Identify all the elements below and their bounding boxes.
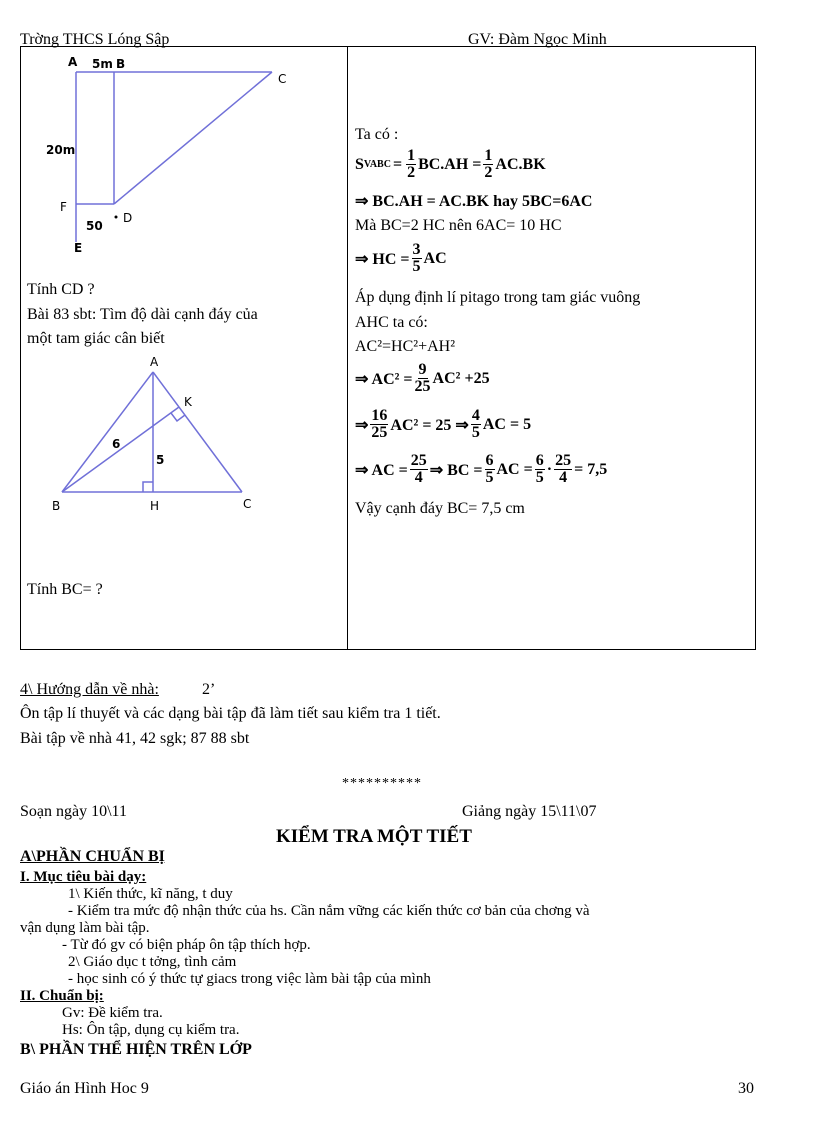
school-name: Trờng THCS Lóng Sập <box>20 31 170 48</box>
objective-3: - Từ đó gv có biện pháp ôn tập thích hợp. <box>62 937 311 953</box>
area-end: AC.BK <box>495 155 546 173</box>
equation-5 <box>355 362 490 395</box>
label-fd: 50 <box>86 219 103 233</box>
area-mid: BC.AH = <box>418 155 482 173</box>
label-b: B <box>116 57 126 71</box>
objective-2b: vận dụng làm bài tập. <box>20 920 150 936</box>
label-ab: 5m <box>92 57 113 71</box>
eq7-mid2: AC = <box>496 460 533 478</box>
teacher-prep: Gv: Đề kiểm tra. <box>62 1005 163 1021</box>
right-angle-h <box>143 482 153 492</box>
page-number: 30 <box>738 1080 754 1097</box>
equation-7: ⇒ AC = $\frac{25}{4}$ ⇒ BC = $\frac{6}{5}$ AC = $\frac{6}{5}$ · $\frac{25}{4}$ = 7,5 <box>355 452 608 486</box>
hc-lhs: ⇒ HC = <box>355 250 410 268</box>
label-c: C <box>278 72 287 86</box>
exercise-83-line1: Bài 83 sbt: Tìm độ dài cạnh đáy của <box>27 306 258 323</box>
pythagoras-line1: Áp dụng định lí pitago trong tam giác vuông <box>355 289 641 306</box>
label-h: H <box>150 499 160 513</box>
label-f: F <box>60 200 67 214</box>
line-dc <box>114 72 272 204</box>
lesson-title: KIỂM TRA MỘT TIẾT <box>276 826 472 847</box>
objective-2a: - Kiểm tra mức độ nhận thức của hs. Cần nắm vững các kiến thức cơ bản của chơng và <box>68 903 590 919</box>
label-a: A <box>68 55 78 69</box>
eq7-lhs: ⇒ AC = <box>355 461 408 479</box>
objective-4: 2\ Giáo dục t tởng, tình cảm <box>68 954 237 970</box>
teacher-name: GV: Đàm Ngọc Minh <box>468 31 607 48</box>
fraction-4-5: $\frac{4}{5}$ <box>471 407 480 441</box>
eq6-mid: AC² = 25 ⇒ <box>390 416 469 434</box>
fraction-9-25: $\frac{9}{25}$ <box>414 361 431 395</box>
label-af: 20m <box>46 143 76 157</box>
label-ah: 5 <box>156 453 165 467</box>
equation-line3: Mà BC=2 HC nên 6AC= 10 HC <box>355 217 562 234</box>
student-prep: Hs: Ôn tập, dụng cụ kiểm tra. <box>62 1022 240 1038</box>
question-bc: Tính BC= ? <box>27 581 103 598</box>
objective-5: - học sinh có ý thức tự giacs trong việc làm bài tập của mình <box>68 971 431 987</box>
fraction-6-5-a: $\frac{6}{5}$ <box>485 452 494 486</box>
eq6-end: AC = 5 <box>482 415 532 433</box>
homework-title: 4\ Hướng dẫn về nhà: <box>20 681 159 698</box>
area-subscript: VABC <box>363 159 391 170</box>
homework-line1: Ôn tập lí thuyết và các dạng bài tập đã làm tiết sau kiểm tra 1 tiết. <box>20 705 441 722</box>
hc-end: AC <box>423 249 447 267</box>
homework-line2: Bài tập về nhà 41, 42 sgk; 87 88 sbt <box>20 730 250 747</box>
conclusion: Vậy cạnh đáy BC= 7,5 cm <box>355 500 525 517</box>
exercise-83-line2: một tam giác cân biết <box>27 330 165 347</box>
side-ac <box>153 372 242 492</box>
label-c2: C <box>243 497 252 511</box>
eq5-lhs: ⇒ AC² = <box>355 370 413 388</box>
preparation-heading: II. Chuẩn bị: <box>20 988 104 1004</box>
altitude-bk <box>62 407 179 492</box>
homework-time: 2’ <box>202 681 216 698</box>
solution-intro: Ta có : <box>355 126 399 143</box>
eq5-end: AC² +25 <box>432 369 490 387</box>
fraction-25-4-b: $\frac{25}{4}$ <box>555 452 572 486</box>
fraction-6-5-b: $\frac{6}{5}$ <box>535 452 544 486</box>
equation-line2: ⇒ BC.AH = AC.BK hay 5BC=6AC <box>355 193 593 210</box>
side-ab <box>62 372 153 492</box>
label-b2: B <box>52 499 61 513</box>
label-d: D <box>123 211 133 225</box>
hc-equation <box>355 242 447 275</box>
footer-book: Giáo án Hình Hoc 9 <box>20 1080 149 1097</box>
part-b-heading: B\ PHẦN THỂ HIỆN TRÊN LỚP <box>20 1041 252 1058</box>
right-angle-k <box>171 413 185 421</box>
label-k: K <box>184 395 192 409</box>
eq7-end: = 7,5 <box>574 460 608 478</box>
dot-d <box>115 216 118 219</box>
prep-date: Soạn ngày 10\11 <box>20 803 127 820</box>
fraction-half-2: $\frac{1}{2}$ <box>484 147 493 181</box>
fraction-half-1: $\frac{1}{2}$ <box>407 147 416 181</box>
figure-isosceles-triangle <box>40 352 280 522</box>
question-cd: Tính CD ? <box>27 281 95 298</box>
area-symbol: S <box>355 155 364 173</box>
separator-stars: ********** <box>342 776 422 791</box>
figure-rectangle-ladder <box>40 52 300 262</box>
pythagoras-line2: AHC ta có: <box>355 314 428 331</box>
area-equation: S VABC = $\frac{1}{2}$ BC.AH = $\frac{1}{2}$ AC.BK <box>355 147 546 181</box>
label-bk: 6 <box>112 437 121 451</box>
objective-1: 1\ Kiến thức, kĩ năng, t duy <box>68 886 233 902</box>
pythagoras-line3: AC²=HC²+AH² <box>355 338 455 355</box>
label-e: E <box>74 241 83 255</box>
eq7-mid1: ⇒ BC = <box>429 461 483 479</box>
objectives-heading: I. Mục tiêu bài dạy: <box>20 869 147 885</box>
label-a2: A <box>150 355 159 369</box>
part-a-heading: A\PHẦN CHUẨN BỊ <box>20 848 165 865</box>
teach-date: Giảng ngày 15\11\07 <box>462 803 597 820</box>
fraction-three-fifths: $\frac{3}{5}$ <box>412 241 421 275</box>
equation-6: ⇒ $\frac{16}{25}$ AC² = 25 ⇒ $\frac{4}{5}$ AC = 5 <box>355 407 532 441</box>
fraction-25-4: $\frac{25}{4}$ <box>410 452 427 486</box>
fraction-16-25: $\frac{16}{25}$ <box>371 407 388 441</box>
